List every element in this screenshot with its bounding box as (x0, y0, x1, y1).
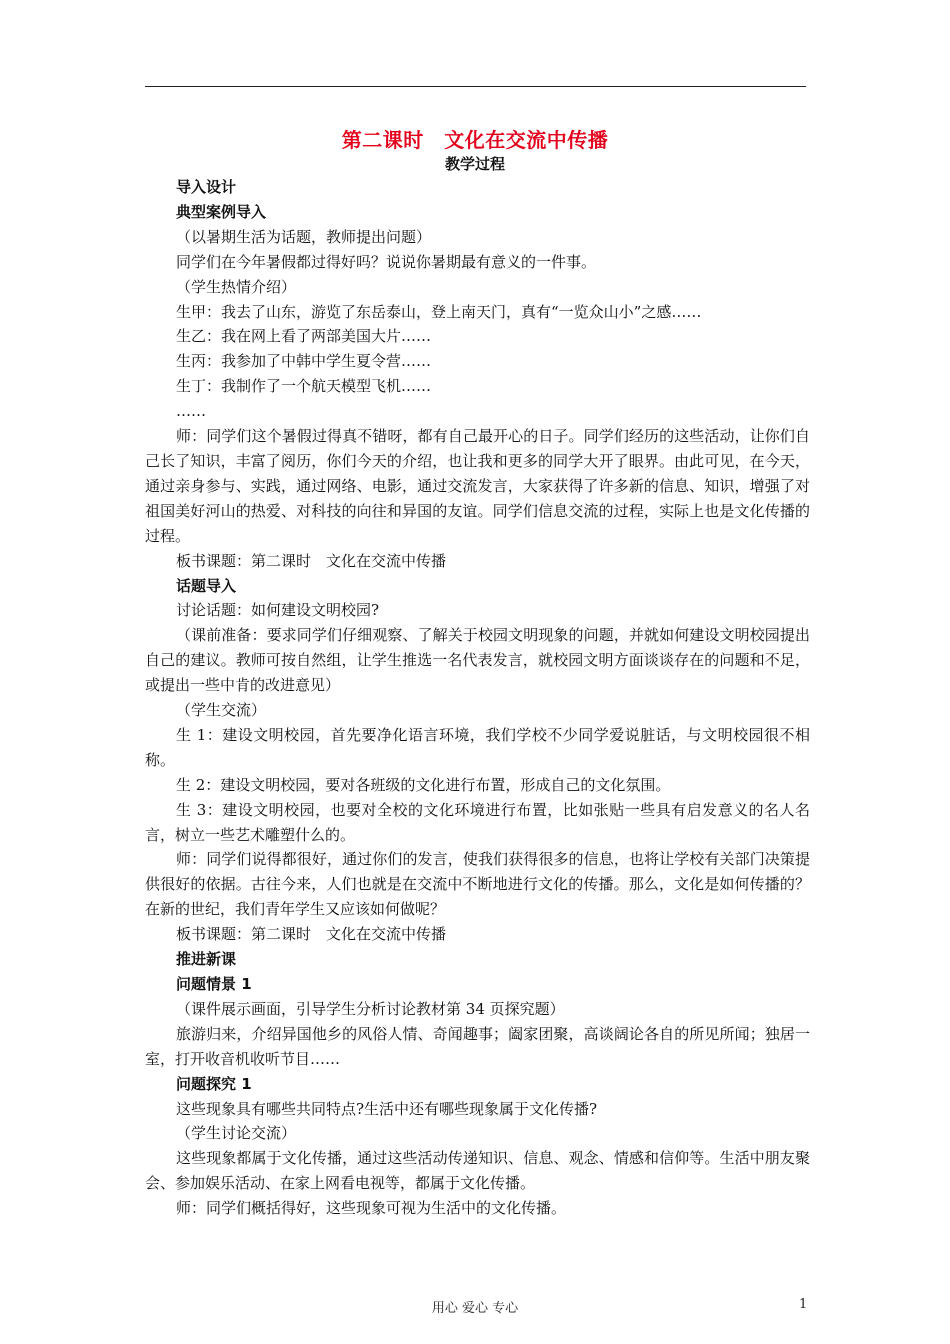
paragraph: 生 2：建设文明校园，要对各班级的文化进行布置，形成自己的文化氛围。 (176, 775, 671, 794)
paragraph: 板书课题：第二课时 文化在交流中传播 (176, 551, 447, 570)
paragraph: （课件展示画面，引导学生分析讨论教材第 34 页探究题） (176, 999, 565, 1018)
paragraph: 这些现象具有哪些共同特点?生活中还有哪些现象属于文化传播? (176, 1099, 598, 1118)
paragraph: 旅游归来，介绍异国他乡的风俗人情、奇闻趣事；阖家团聚，高谈阔论各自的所见所闻；独居一室，打开收音机收听节目…… (145, 1024, 810, 1068)
page-subtitle: 教学过程 (444, 155, 505, 173)
paragraph: 这些现象都属于文化传播，通过这些活动传递知识、信息、观念、情感和信仰等。生活中朋友聚会、参加娱乐活动、在家上网看电视等，都属于文化传播。 (145, 1149, 810, 1193)
section-heading: 导入设计 (176, 178, 237, 196)
section-heading: 问题探究 1 (176, 1074, 252, 1093)
section-heading: 典型案例导入 (176, 202, 267, 221)
paragraph: 讨论话题：如何建设文明校园? (176, 601, 380, 620)
section-heading: 推进新课 (176, 950, 237, 969)
paragraph: 板书课题：第二课时 文化在交流中传播 (176, 925, 447, 944)
paragraph: （学生讨论交流） (176, 1124, 297, 1143)
paragraph: （以暑期生活为话题，教师提出问题） (176, 227, 432, 246)
paragraph: 生 3：建设文明校园，也要对全校的文化环境进行布置，比如张贴一些具有启发意义的名人名言，树立一些艺术雕塑什么的。 (145, 800, 810, 844)
page-number: 1 (799, 1297, 808, 1312)
paragraph: 师：同学们说得都很好，通过你们的发言，使我们获得很多的信息，也将让学校有关部门决策提供很好的依据。古往今来，人们也就是在交流中不断地进行文化的传播。那么，文化是如何传播的？在新的世纪，我们青年学生又应该如何做呢？ (145, 850, 810, 919)
document-body (145, 175, 810, 1221)
paragraph: 生 1：建设文明校园，首先要净化语言环境，我们学校不少同学爱说脏话，与文明校园很不相称。 (145, 725, 810, 769)
page-title: 第二课时 文化在交流中传播 (341, 128, 609, 152)
paragraph: 生甲：我去了山东，游览了东岳泰山，登上南天门，真有“一览众山小”之感…… (176, 302, 702, 321)
section-heading: 问题情景 1 (176, 975, 252, 993)
paragraph: 师：同学们概括得好，这些现象可视为生活中的文化传播。 (176, 1199, 567, 1218)
paragraph: 生丙：我参加了中韩中学生夏令营…… (176, 352, 432, 371)
paragraph: 生丁：我制作了一个航天模型飞机…… (176, 377, 432, 396)
paragraph: （学生交流） (176, 701, 267, 720)
paragraph: （课前准备：要求同学们仔细观察、了解关于校园文明现象的问题，并就如何建设文明校园提出自己的建议。教师可按自然组，让学生推选一名代表发言，就校园文明方面谈谈存在的问题和不足，或提出一些中肯的改进意见） (145, 626, 810, 695)
section-heading: 话题导入 (176, 576, 237, 595)
paragraph: （学生热情介绍） (176, 277, 297, 296)
paragraph: 生乙：我在网上看了两部美国大片…… (176, 327, 432, 346)
header-rule (145, 86, 806, 87)
paragraph: 师：同学们这个暑假过得真不错呀，都有自己最开心的日子。同学们经历的这些活动，让你们自己长了知识，丰富了阅历，你们今天的介绍，也让我和更多的同学大开了眼界。由此可见，在今天，通过亲身参与、实践，通过网络、电影，通过交流发言，大家获得了许多新的信息、知识，增强了对祖国美好河山的热爱、对科技的向往和异国的友谊。同学们信息交流的过程，实际上也是文化传播的过程。 (145, 427, 810, 545)
page-footer: 用心 爱心 专心 (431, 1301, 519, 1316)
paragraph: 同学们在今年暑假都过得好吗？说说你暑期最有意义的一件事。 (176, 252, 597, 271)
paragraph: …… (176, 402, 206, 421)
